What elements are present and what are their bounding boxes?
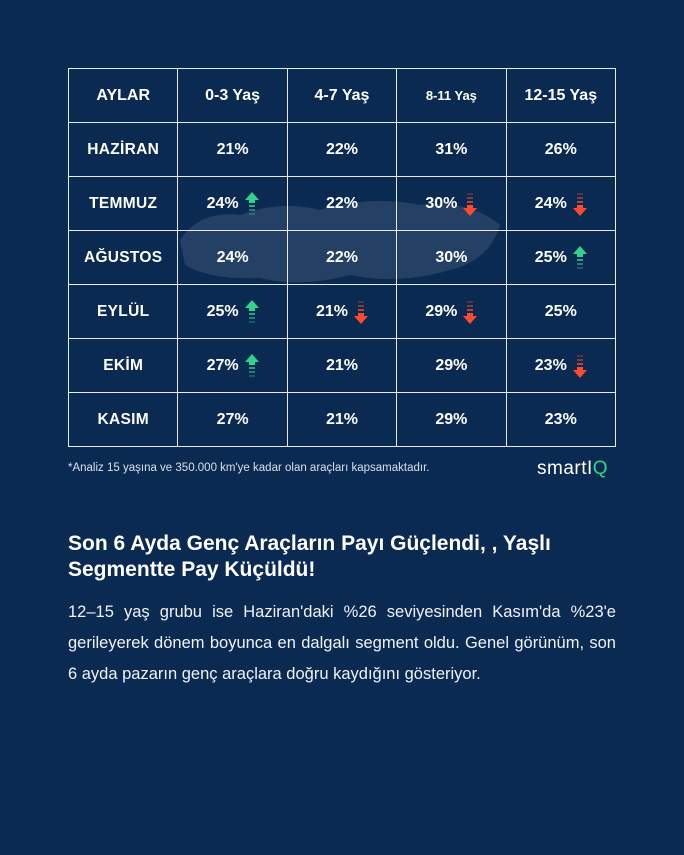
month-cell: TEMMUZ <box>69 177 178 231</box>
arrow-down-icon <box>463 300 477 324</box>
arrow-down-icon <box>573 192 587 216</box>
table-row <box>69 177 616 231</box>
section-heading: Son 6 Ayda Genç Araçların Payı Güçlendi, , Yaşlı Segmentte Pay Küçüldü! <box>68 532 551 581</box>
share-cell-content <box>326 195 358 213</box>
arrow-down-icon <box>463 192 477 216</box>
month-cell: KASIM <box>69 393 178 447</box>
share-cell-content <box>535 192 587 216</box>
share-cell <box>397 123 506 177</box>
share-value: 29% <box>435 410 468 428</box>
share-value: 22% <box>325 248 358 266</box>
share-cell-content <box>326 357 358 375</box>
share-value: 23% <box>544 410 577 428</box>
share-value: 21% <box>315 302 348 320</box>
share-cell <box>178 285 287 339</box>
brand-suffix: Q <box>592 458 609 479</box>
share-value: 24% <box>206 194 239 212</box>
brand-prefix: smartI <box>537 458 593 479</box>
share-cell-content <box>425 300 477 324</box>
share-cell-content <box>535 354 587 378</box>
arrow-down-icon <box>573 354 587 378</box>
share-cell <box>506 123 615 177</box>
share-cell-content <box>435 357 467 375</box>
body-paragraph: 12–15 yaş grubu ise Haziran'daki %26 seviyesinden Kasım'da %23'e gerileyerek dönem boyunca en dalgalı segment oldu. Genel görünüm, son 6 ayda pazarın genç araçlara doğru kaydığını gösteriyor. <box>68 603 616 683</box>
share-value: 25% <box>206 302 239 320</box>
share-cell <box>397 285 506 339</box>
share-cell-content <box>326 411 358 429</box>
share-value: 27% <box>216 410 249 428</box>
age-share-table <box>68 68 616 447</box>
share-cell <box>178 393 287 447</box>
share-value: 22% <box>325 140 358 158</box>
header-age-8-11: 8-11 Yaş <box>397 69 506 123</box>
table-row <box>69 285 616 339</box>
share-value: 21% <box>325 356 358 374</box>
footnote: *Analiz 15 yaşına ve 350.000 km'ye kadar olan araçları kapsamaktadır. <box>68 462 430 474</box>
share-cell-content <box>217 141 249 159</box>
month-cell: HAZİRAN <box>69 123 178 177</box>
month-cell: EKİM <box>69 339 178 393</box>
share-cell-content <box>207 192 259 216</box>
share-value: 29% <box>425 302 458 320</box>
header-age-4-7: 4-7 Yaş <box>287 69 396 123</box>
share-value: 21% <box>325 410 358 428</box>
arrow-down-icon <box>354 300 368 324</box>
share-cell <box>397 339 506 393</box>
share-cell <box>506 285 615 339</box>
share-cell-content <box>326 249 358 267</box>
share-cell-content <box>545 411 577 429</box>
share-cell-content <box>425 192 477 216</box>
share-cell <box>397 393 506 447</box>
share-cell <box>506 339 615 393</box>
share-cell <box>506 177 615 231</box>
table-row <box>69 123 616 177</box>
share-cell <box>287 393 396 447</box>
arrow-up-icon <box>245 300 259 324</box>
table-header-row <box>69 69 616 123</box>
share-value: 29% <box>435 356 468 374</box>
share-cell <box>178 177 287 231</box>
share-cell <box>178 123 287 177</box>
share-value: 26% <box>544 140 577 158</box>
share-value: 27% <box>206 356 239 374</box>
share-value: 24% <box>216 248 249 266</box>
share-value: 30% <box>425 194 458 212</box>
header-months: AYLAR <box>69 69 178 123</box>
table-row <box>69 339 616 393</box>
share-cell <box>287 285 396 339</box>
smartiq-logo <box>537 458 608 480</box>
month-cell: AĞUSTOS <box>69 231 178 285</box>
share-cell-content <box>435 411 467 429</box>
share-cell <box>178 231 287 285</box>
share-cell-content <box>207 300 259 324</box>
share-cell <box>506 393 615 447</box>
header-age-12-15: 12-15 Yaş <box>506 69 615 123</box>
share-cell <box>178 339 287 393</box>
arrow-up-icon <box>573 246 587 270</box>
table-row <box>69 231 616 285</box>
share-value: 21% <box>216 140 249 158</box>
arrow-up-icon <box>245 192 259 216</box>
share-cell-content <box>217 249 249 267</box>
share-cell <box>287 177 396 231</box>
table-row <box>69 393 616 447</box>
share-cell-content <box>316 300 368 324</box>
share-value: 23% <box>534 356 567 374</box>
share-cell <box>397 231 506 285</box>
share-value: 25% <box>544 302 577 320</box>
share-cell-content <box>545 303 577 321</box>
share-value: 24% <box>534 194 567 212</box>
share-cell-content <box>435 249 467 267</box>
share-value: 31% <box>435 140 468 158</box>
share-cell <box>506 231 615 285</box>
share-value: 22% <box>325 194 358 212</box>
share-cell-content <box>545 141 577 159</box>
share-cell-content <box>535 246 587 270</box>
share-cell-content <box>217 411 249 429</box>
arrow-up-icon <box>245 354 259 378</box>
share-cell-content <box>207 354 259 378</box>
share-cell <box>287 231 396 285</box>
share-cell-content <box>326 141 358 159</box>
share-cell <box>287 123 396 177</box>
share-value: 30% <box>435 248 468 266</box>
share-value: 25% <box>534 248 567 266</box>
month-cell: EYLÜL <box>69 285 178 339</box>
share-cell <box>397 177 506 231</box>
share-cell-content <box>435 141 467 159</box>
share-cell <box>287 339 396 393</box>
header-age-0-3: 0-3 Yaş <box>178 69 287 123</box>
age-share-table-wrapper <box>68 68 616 447</box>
